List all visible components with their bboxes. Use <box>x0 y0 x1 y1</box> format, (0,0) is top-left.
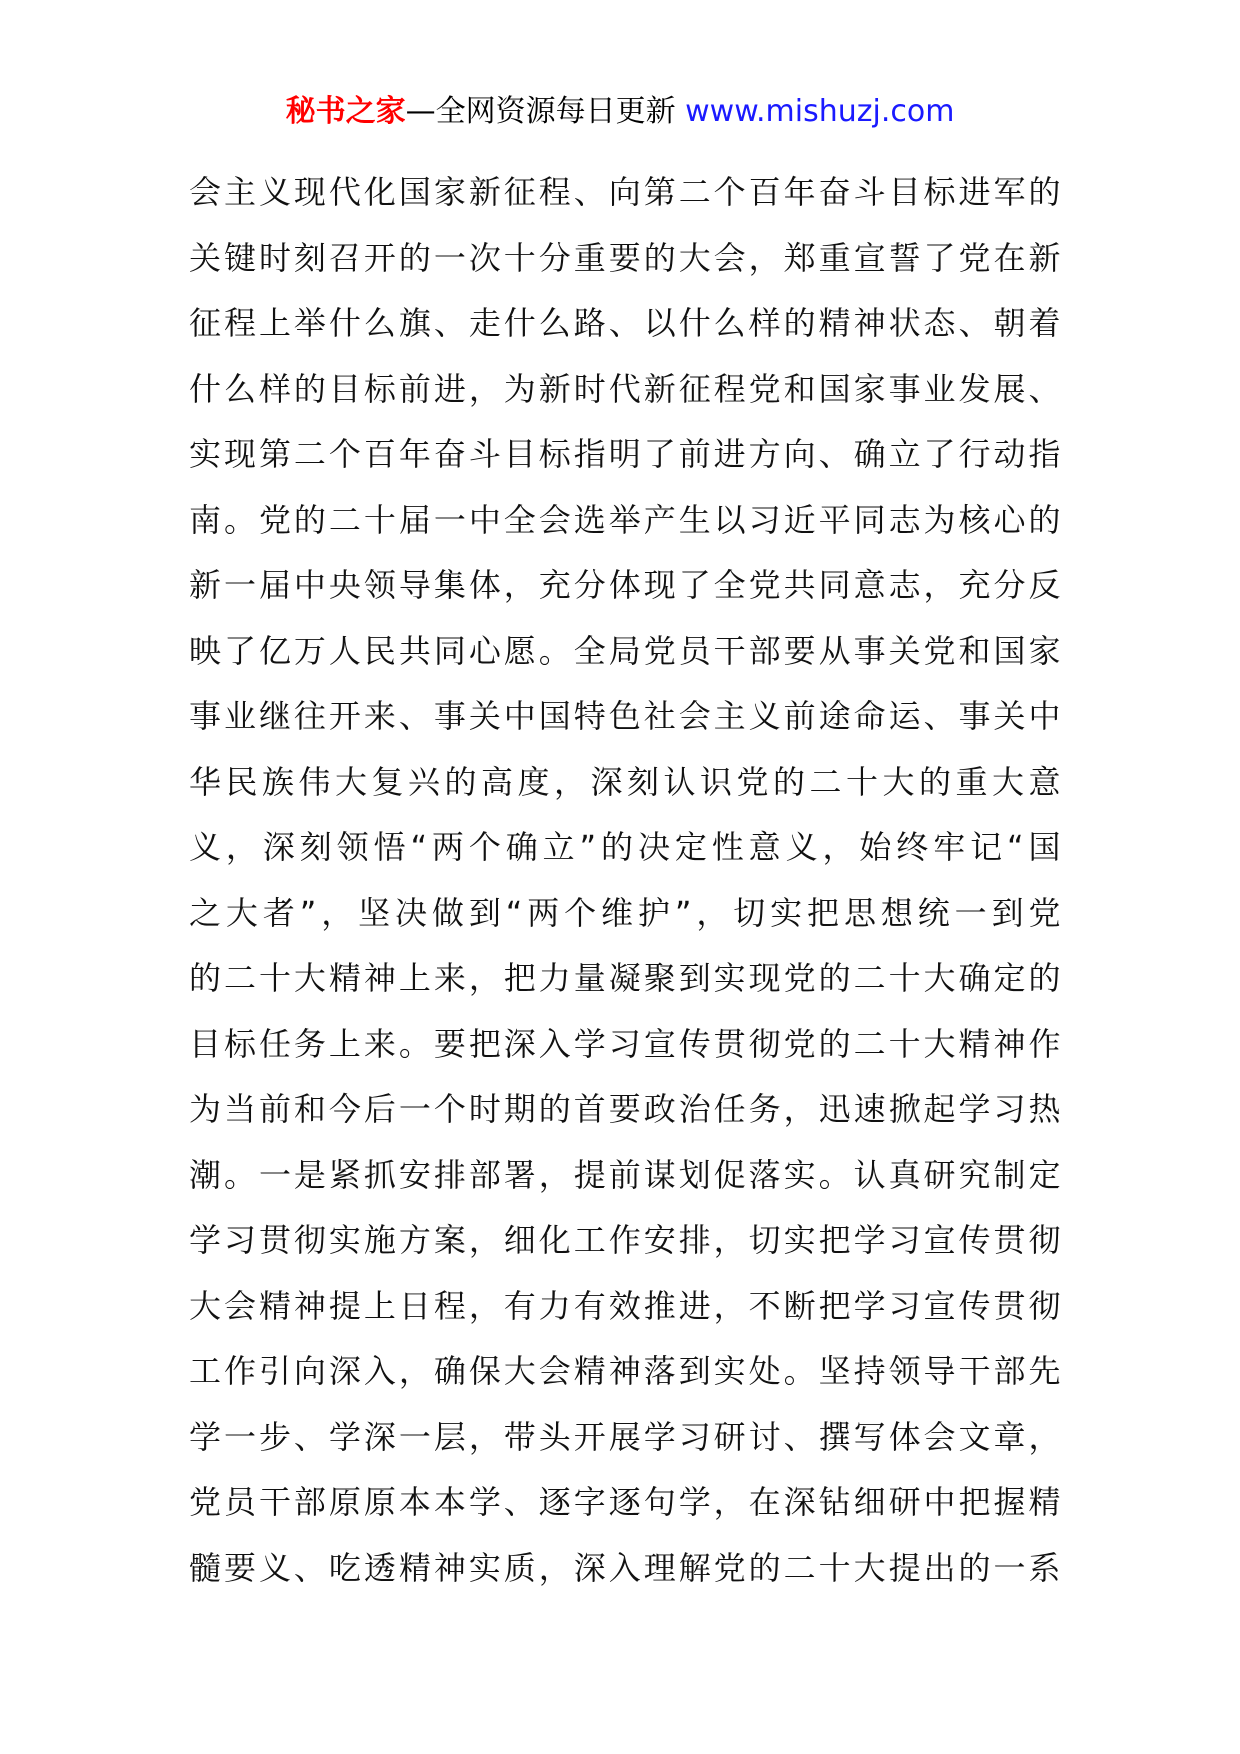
text-line: 为当前和今后一个时期的首要政治任务，迅速掀起学习热 <box>189 1090 1061 1128</box>
text-line: 之大者”，坚决做到“两个维护”，切实把思想统一到党 <box>189 893 1061 932</box>
text-line: 征程上举什么旗、走什么路、以什么样的精神状态、朝着 <box>189 304 1061 342</box>
website-link[interactable]: www.mishuzj.com <box>685 94 955 129</box>
header-tagline: —全网资源每日更新 <box>405 94 686 129</box>
text-line: 华民族伟大复兴的高度，深刻认识党的二十大的重大意 <box>189 762 1061 801</box>
body-text <box>189 160 1061 1601</box>
text-line: 什么样的目标前进，为新时代新征程党和国家事业发展、 <box>189 369 1061 408</box>
page-header <box>0 92 1240 132</box>
text-line: 事业继往开来、事关中国特色社会主义前途命运、事关中 <box>189 697 1061 735</box>
text-line: 工作引向深入，确保大会精神落到实处。坚持领导干部先 <box>189 1352 1061 1390</box>
text-line: 映了亿万人民共同心愿。全局党员干部要从事关党和国家 <box>189 631 1061 670</box>
text-line: 新一届中央领导集体，充分体现了全党共同意志，充分反 <box>189 566 1061 604</box>
text-line: 南。党的二十届一中全会选举产生以习近平同志为核心的 <box>189 500 1061 539</box>
text-line: 关键时刻召开的一次十分重要的大会，郑重宣誓了党在新 <box>189 238 1061 277</box>
text-line: 目标任务上来。要把深入学习宣传贯彻党的二十大精神作 <box>189 1024 1061 1063</box>
text-line: 大会精神提上日程，有力有效推进，不断把学习宣传贯彻 <box>189 1286 1061 1325</box>
text-line: 义，深刻领悟“两个确立”的决定性意义，始终牢记“国 <box>189 828 1061 866</box>
text-line: 的二十大精神上来，把力量凝聚到实现党的二十大确定的 <box>189 959 1061 997</box>
text-line: 会主义现代化国家新征程、向第二个百年奋斗目标进军的 <box>189 173 1061 211</box>
text-line: 党员干部原原本本学、逐字逐句学，在深钻细研中把握精 <box>189 1483 1061 1521</box>
text-line: 潮。一是紧抓安排部署，提前谋划促落实。认真研究制定 <box>189 1155 1061 1194</box>
text-line: 髓要义、吃透精神实质，深入理解党的二十大提出的一系 <box>189 1548 1061 1587</box>
brand-name: 秘书之家 <box>285 94 406 129</box>
text-line: 学习贯彻实施方案，细化工作安排，切实把学习宣传贯彻 <box>189 1221 1061 1259</box>
text-line: 学一步、学深一层，带头开展学习研讨、撰写体会文章， <box>189 1417 1061 1456</box>
text-line: 实现第二个百年奋斗目标指明了前进方向、确立了行动指 <box>189 435 1061 473</box>
